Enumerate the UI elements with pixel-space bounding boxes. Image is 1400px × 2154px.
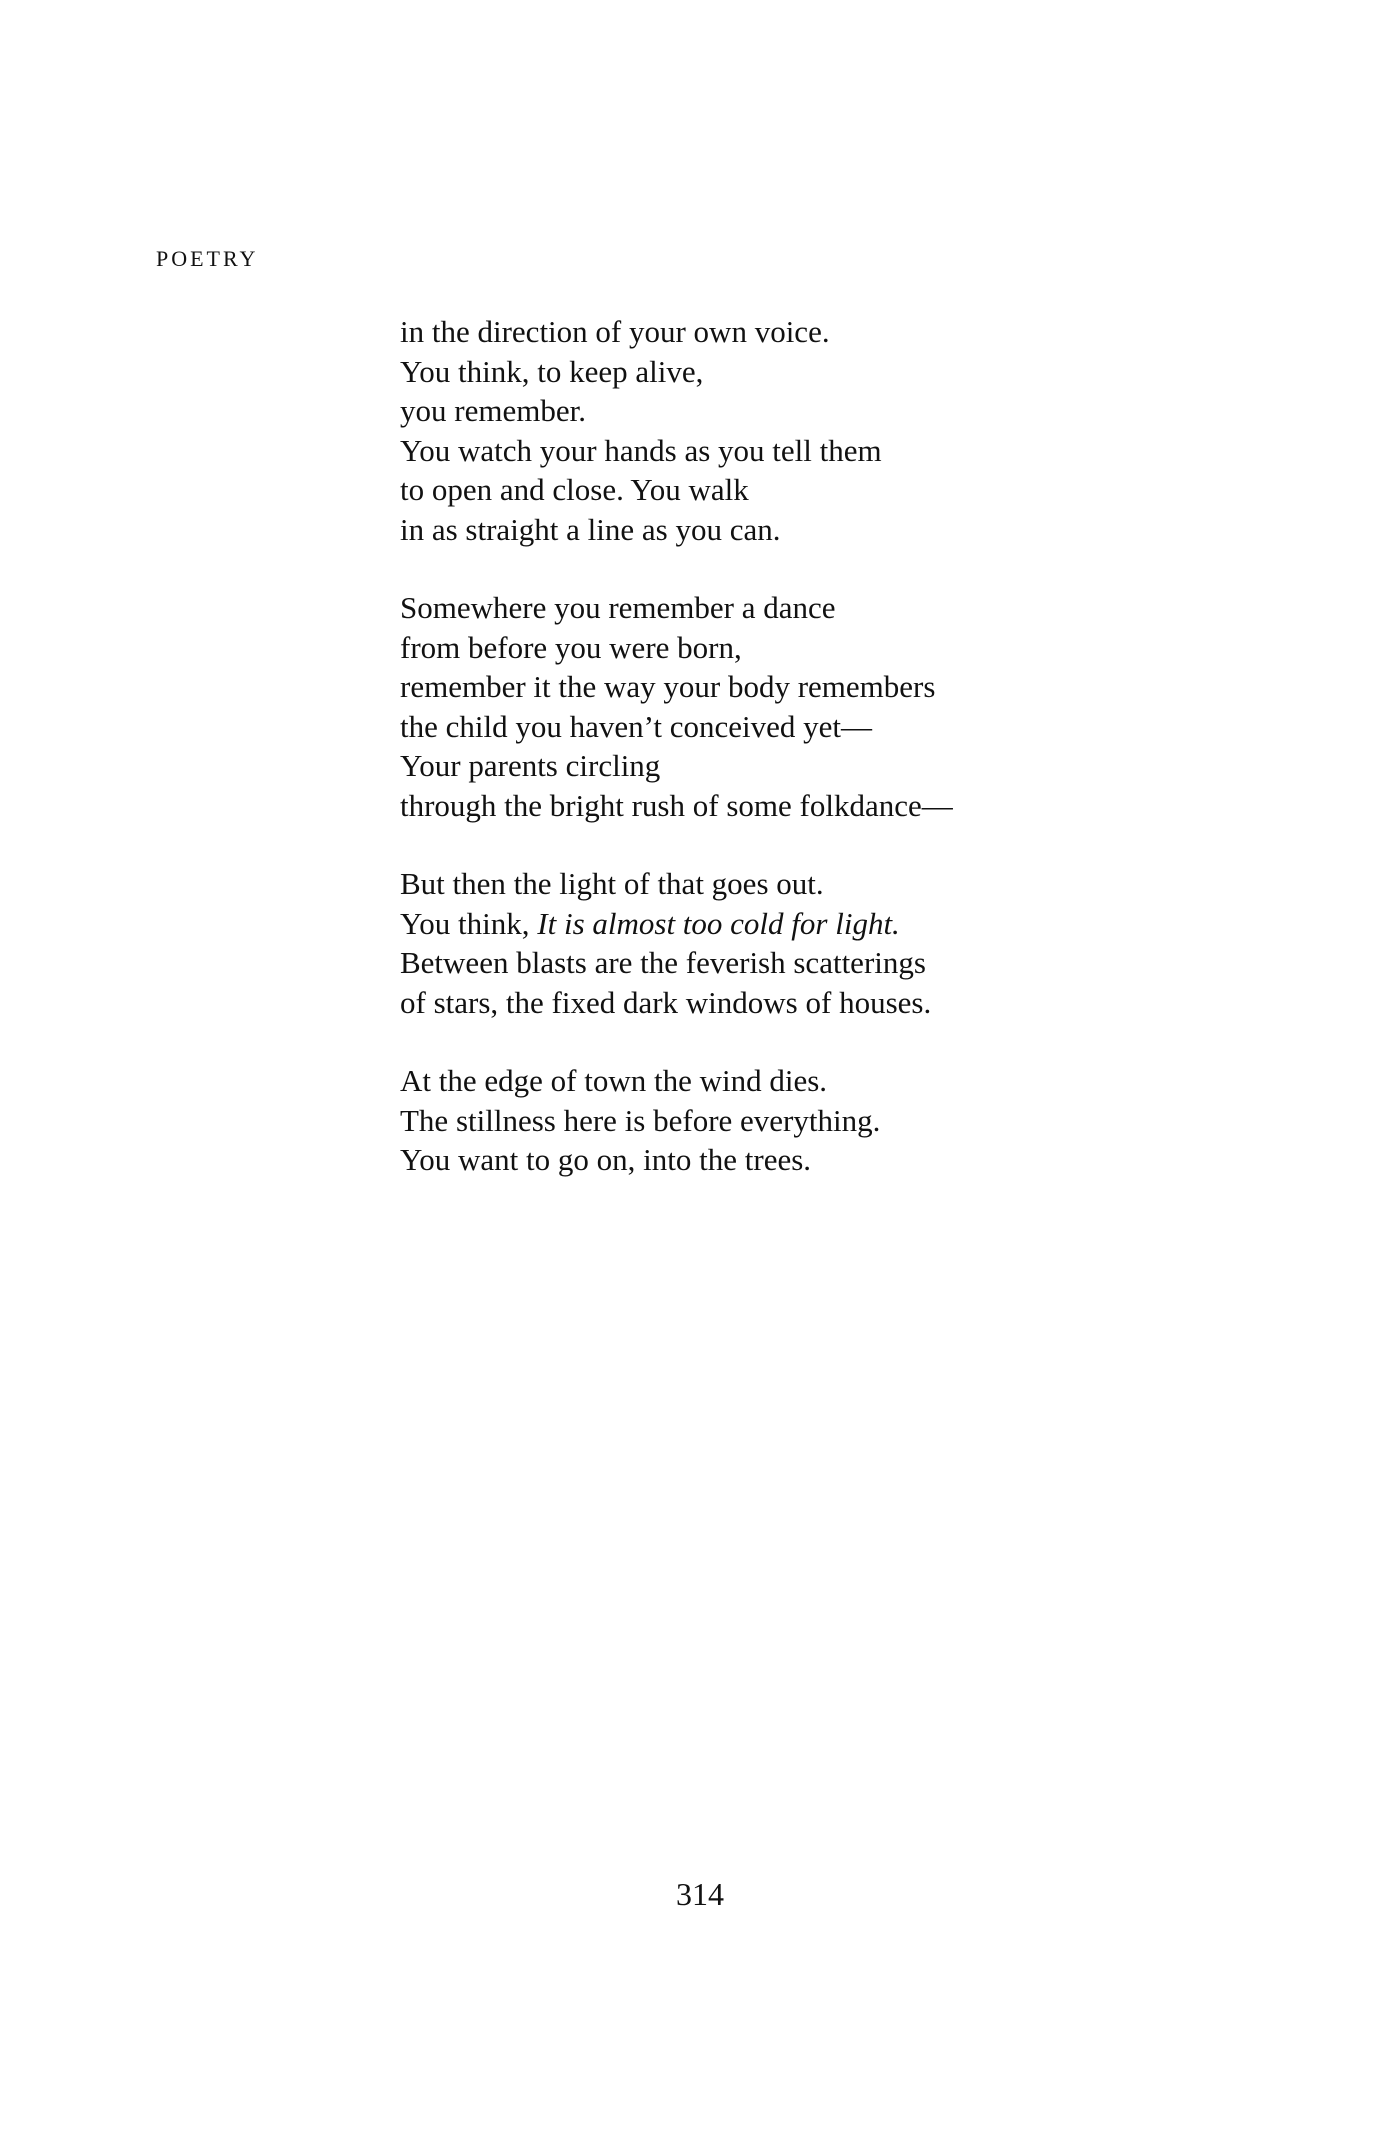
- stanza-1: [400, 312, 1300, 549]
- stanza-3: [400, 864, 1300, 1022]
- page-number: 314: [676, 1876, 724, 1912]
- poem-line: the child you haven’t conceived yet—: [400, 708, 873, 744]
- poem-line: You think, to keep alive,: [400, 353, 704, 389]
- line-prefix: You think,: [400, 905, 538, 941]
- poem-line: Your parents circling: [400, 748, 661, 783]
- stanza-2: [400, 588, 1300, 825]
- poem-line: You want to go on, into the trees.: [400, 1142, 812, 1177]
- poem-line: remember it the way your body remembers: [400, 669, 936, 704]
- poem-line: Between blasts are the feverish scatterings: [400, 945, 926, 980]
- poem-line: You watch your hands as you tell them: [400, 432, 882, 468]
- poem-line: through the bright rush of some folkdance—: [400, 787, 953, 823]
- poem-line: At the edge of town the wind dies.: [400, 1063, 828, 1098]
- poem-line: The stillness here is before everything.: [400, 1102, 881, 1138]
- stanza-4: [400, 1061, 1300, 1180]
- poem-line-with-italic: [400, 904, 1300, 944]
- poem-line: to open and close. You walk: [400, 472, 749, 507]
- poem-line: in the direction of your own voice.: [400, 314, 830, 349]
- poem-line: Somewhere you remember a dance: [400, 590, 836, 625]
- poem-line: you remember.: [400, 393, 586, 428]
- poem-line: of stars, the fixed dark windows of houses.: [400, 984, 932, 1020]
- poem-line: in as straight a line as you can.: [400, 511, 781, 547]
- italic-phrase: It is almost too cold for light.: [537, 905, 900, 941]
- running-head: POETRY: [156, 246, 259, 271]
- poem: [400, 312, 1300, 1219]
- poem-line: from before you were born,: [400, 629, 742, 665]
- poem-line: But then the light of that goes out.: [400, 866, 824, 901]
